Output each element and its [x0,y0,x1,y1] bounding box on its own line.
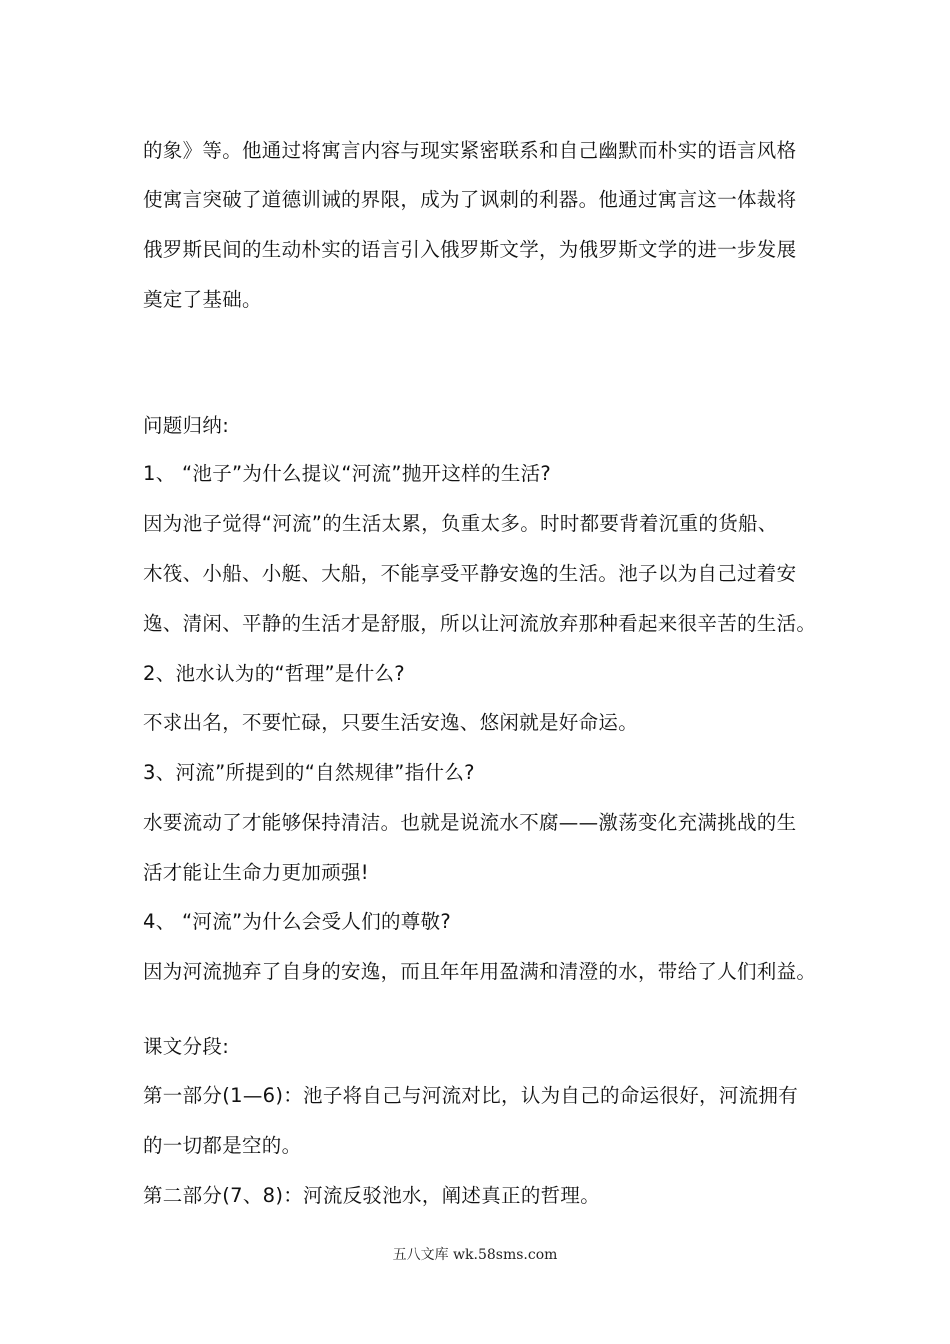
question-3: 3、河流”所提到的“自然规律”指什么? [143,761,475,784]
answer-1-line-3: 逸、清闲、平静的生活才是舒服，所以让河流放弃那种看起来很辛苦的生活。 [143,612,817,635]
segment-part-1-line-2: 的一切都是空的。 [143,1134,302,1157]
question-1: 1、 “池子”为什么提议“河流”抛开这样的生活? [143,462,552,485]
answer-1-line-1: 因为池子觉得“河流”的生活太累，负重太多。时时都要背着沉重的货船、 [143,512,778,535]
segment-part-1-line-1: 第一部分(1—6)：池子将自己与河流对比，认为自己的命运很好，河流拥有 [143,1084,799,1107]
intro-line-3: 俄罗斯民间的生动朴实的语言引入俄罗斯文学，为俄罗斯文学的进一步发展 [143,238,797,261]
answer-4: 因为河流抛弃了自身的安逸，而且年年用盈满和清澄的水，带给了人们利益。 [143,960,817,983]
segment-part-2: 第二部分(7、8)：河流反驳池水，阐述真正的哲理。 [143,1184,601,1207]
questions-heading: 问题归纳: [143,414,230,437]
intro-line-2: 使寓言突破了道德训诫的界限，成为了讽刺的利器。他通过寓言这一体裁将 [143,188,797,211]
answer-2: 不求出名，不要忙碌，只要生活安逸、悠闲就是好命运。 [143,711,639,734]
intro-line-1: 的象》等。他通过将寓言内容与现实紧密联系和自己幽默而朴实的语言风格 [143,139,797,162]
answer-3-line-1: 水要流动了才能够保持清洁。也就是说流水不腐——激荡变化充满挑战的生 [143,811,797,834]
question-4: 4、 “河流”为什么会受人们的尊敬? [143,910,452,933]
page-footer-watermark: 五八文库 wk.58sms.com [392,1247,558,1263]
question-2: 2、池水认为的“哲理”是什么? [143,662,405,685]
intro-line-4: 奠定了基础。 [143,288,262,311]
answer-3-line-2: 活才能让生命力更加顽强! [143,861,369,884]
answer-1-line-2: 木筏、小船、小艇、大船，不能享受平静安逸的生活。池子以为自己过着安 [143,562,797,585]
segments-heading: 课文分段: [143,1035,230,1058]
